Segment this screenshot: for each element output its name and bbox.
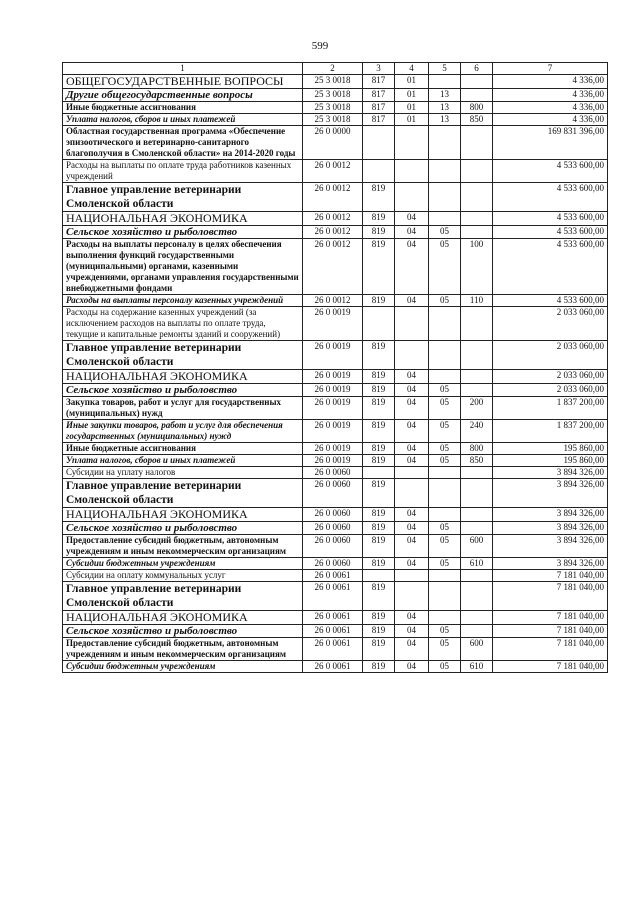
amount: 4 533 600,00 [493,239,608,295]
amount: 7 181 040,00 [493,661,608,673]
amount: 195 860,00 [493,443,608,455]
budget-table [62,62,608,673]
target-code: 26 0 0012 [303,226,363,239]
table-row [63,114,608,126]
table-row [63,661,608,673]
subsection-code: 05 [429,558,461,570]
section-code: 04 [395,508,429,522]
expense-type-code [461,370,493,384]
expense-type-code: 610 [461,661,493,673]
ministry-code: 819 [363,611,395,625]
ministry-code: 819 [363,479,395,508]
target-code: 26 0 0019 [303,307,363,341]
ministry-code: 817 [363,114,395,126]
amount: 4 533 600,00 [493,295,608,307]
subsection-code: 13 [429,102,461,114]
ministry-code: 819 [363,341,395,370]
section-code [395,126,429,160]
row-name: НАЦИОНАЛЬНАЯ ЭКОНОМИКА [63,370,303,384]
column-header: 3 [363,63,395,75]
expense-type-code: 850 [461,455,493,467]
row-name: НАЦИОНАЛЬНАЯ ЭКОНОМИКА [63,611,303,625]
subsection-code [429,570,461,582]
target-code: 26 0 0061 [303,570,363,582]
table-row [63,102,608,114]
table-row [63,582,608,611]
row-name: Субсидии на оплату коммунальных услуг [63,570,303,582]
section-code: 04 [395,522,429,535]
amount: 4 336,00 [493,89,608,102]
row-name: Иные бюджетные ассигнования [63,443,303,455]
table-row [63,384,608,397]
expense-type-code [461,126,493,160]
target-code: 26 0 0060 [303,558,363,570]
amount: 4 533 600,00 [493,160,608,183]
ministry-code: 819 [363,535,395,558]
ministry-code: 819 [363,212,395,226]
subsection-code [429,212,461,226]
table-row [63,611,608,625]
expense-type-code [461,226,493,239]
expense-type-code [461,307,493,341]
row-name: Другие общегосударственные вопросы [63,89,303,102]
section-code [395,582,429,611]
subsection-code: 05 [429,384,461,397]
ministry-code: 819 [363,661,395,673]
table-row [63,295,608,307]
amount: 1 837 200,00 [493,420,608,443]
amount: 3 894 326,00 [493,467,608,479]
column-header: 4 [395,63,429,75]
section-code [395,183,429,212]
section-code [395,160,429,183]
column-header: 1 [63,63,303,75]
target-code: 26 0 0061 [303,611,363,625]
ministry-code: 817 [363,89,395,102]
row-name: Расходы на выплаты по оплате труда работников казенных учреждений [63,160,303,183]
ministry-code: 819 [363,508,395,522]
ministry-code: 819 [363,183,395,212]
column-header: 2 [303,63,363,75]
table-row [63,341,608,370]
target-code: 26 0 0060 [303,467,363,479]
target-code: 26 0 0019 [303,370,363,384]
expense-type-code: 200 [461,397,493,420]
table-row [63,397,608,420]
table-row [63,558,608,570]
target-code: 26 0 0061 [303,625,363,638]
expense-type-code: 800 [461,443,493,455]
table-row [63,212,608,226]
target-code: 26 0 0061 [303,661,363,673]
table-row [63,638,608,661]
target-code: 26 0 0012 [303,239,363,295]
target-code: 26 0 0012 [303,212,363,226]
row-name: Уплата налогов, сборов и иных платежей [63,455,303,467]
subsection-code: 05 [429,638,461,661]
table-row [63,479,608,508]
ministry-code: 819 [363,370,395,384]
row-name: Главное управление ветеринарии Смоленской области [63,582,303,611]
section-code [395,479,429,508]
subsection-code [429,341,461,370]
subsection-code [429,479,461,508]
section-code: 01 [395,114,429,126]
amount: 4 533 600,00 [493,183,608,212]
section-code [395,307,429,341]
row-name: Расходы на содержание казенных учреждений (за исключением расходов на выплаты по оплате труда, текущие и капитальные ремонты зданий и сооружений) [63,307,303,341]
table-row [63,126,608,160]
expense-type-code [461,89,493,102]
row-name: Закупка товаров, работ и услуг для государственных (муниципальных) нужд [63,397,303,420]
table-row [63,75,608,89]
row-name: Предоставление субсидий бюджетным, автономным учреждениям и иным некоммерческим организациям [63,638,303,661]
row-name: Сельское хозяйство и рыболовство [63,384,303,397]
amount: 195 860,00 [493,455,608,467]
target-code: 25 3 0018 [303,75,363,89]
amount: 7 181 040,00 [493,570,608,582]
subsection-code [429,611,461,625]
table-row [63,570,608,582]
expense-type-code [461,341,493,370]
expense-type-code: 600 [461,638,493,661]
amount: 4 336,00 [493,114,608,126]
ministry-code: 819 [363,522,395,535]
section-code: 04 [395,420,429,443]
amount: 2 033 060,00 [493,370,608,384]
table-row [63,535,608,558]
subsection-code [429,370,461,384]
section-code: 04 [395,455,429,467]
ministry-code: 817 [363,102,395,114]
expense-type-code [461,384,493,397]
row-name: Главное управление ветеринарии Смоленской области [63,341,303,370]
target-code: 26 0 0019 [303,443,363,455]
amount: 4 336,00 [493,75,608,89]
amount: 7 181 040,00 [493,582,608,611]
ministry-code: 819 [363,558,395,570]
amount: 2 033 060,00 [493,384,608,397]
table-row [63,89,608,102]
row-name: Сельское хозяйство и рыболовство [63,625,303,638]
expense-type-code [461,479,493,508]
subsection-code [429,467,461,479]
amount: 4 533 600,00 [493,226,608,239]
expense-type-code: 850 [461,114,493,126]
table-row [63,160,608,183]
section-code [395,341,429,370]
section-code: 04 [395,295,429,307]
target-code: 25 3 0018 [303,89,363,102]
ministry-code: 817 [363,75,395,89]
section-code: 04 [395,370,429,384]
row-name: Иные бюджетные ассигнования [63,102,303,114]
section-code [395,467,429,479]
table-row [63,307,608,341]
target-code: 26 0 0019 [303,341,363,370]
amount: 4 533 600,00 [493,212,608,226]
row-name: Расходы на выплаты персоналу казенных учреждений [63,295,303,307]
section-code: 04 [395,397,429,420]
row-name: Субсидии на уплату налогов [63,467,303,479]
expense-type-code [461,570,493,582]
subsection-code: 05 [429,226,461,239]
expense-type-code: 610 [461,558,493,570]
ministry-code [363,467,395,479]
target-code: 25 3 0018 [303,102,363,114]
section-code: 04 [395,226,429,239]
expense-type-code [461,160,493,183]
row-name: Расходы на выплаты персоналу в целях обеспечения выполнения функций государственными (муниципальными) органами, казенными учреждениями, органами управления государственными внебюджетными фондами [63,239,303,295]
column-header: 6 [461,63,493,75]
page-number: 599 [311,40,329,52]
expense-type-code [461,522,493,535]
target-code: 26 0 0060 [303,508,363,522]
expense-type-code [461,508,493,522]
amount: 2 033 060,00 [493,307,608,341]
subsection-code: 13 [429,114,461,126]
section-code: 04 [395,212,429,226]
expense-type-code: 110 [461,295,493,307]
ministry-code: 819 [363,420,395,443]
ministry-code: 819 [363,397,395,420]
ministry-code: 819 [363,226,395,239]
expense-type-code: 600 [461,535,493,558]
target-code: 26 0 0061 [303,582,363,611]
section-code: 01 [395,75,429,89]
ministry-code [363,160,395,183]
table-row [63,522,608,535]
row-name: Уплата налогов, сборов и иных платежей [63,114,303,126]
subsection-code: 13 [429,89,461,102]
subsection-code [429,183,461,212]
ministry-code [363,126,395,160]
section-code: 04 [395,384,429,397]
section-code: 04 [395,611,429,625]
expense-type-code [461,611,493,625]
target-code: 26 0 0012 [303,295,363,307]
table-row [63,467,608,479]
expense-type-code [461,75,493,89]
subsection-code [429,582,461,611]
expense-type-code: 240 [461,420,493,443]
subsection-code [429,126,461,160]
target-code: 26 0 0060 [303,535,363,558]
section-code: 01 [395,89,429,102]
target-code: 26 0 0012 [303,183,363,212]
subsection-code: 05 [429,455,461,467]
expense-type-code [461,582,493,611]
row-name: Сельское хозяйство и рыболовство [63,522,303,535]
target-code: 26 0 0000 [303,126,363,160]
row-name: Субсидии бюджетным учреждениям [63,661,303,673]
amount: 3 894 326,00 [493,558,608,570]
subsection-code [429,75,461,89]
ministry-code: 819 [363,638,395,661]
ministry-code: 819 [363,455,395,467]
expense-type-code: 100 [461,239,493,295]
amount: 3 894 326,00 [493,535,608,558]
subsection-code: 05 [429,535,461,558]
section-code: 04 [395,661,429,673]
subsection-code: 05 [429,443,461,455]
table-row [63,443,608,455]
amount: 3 894 326,00 [493,508,608,522]
amount: 7 181 040,00 [493,611,608,625]
ministry-code: 819 [363,582,395,611]
subsection-code: 05 [429,397,461,420]
ministry-code: 819 [363,295,395,307]
expense-type-code [461,467,493,479]
target-code: 25 3 0018 [303,114,363,126]
target-code: 26 0 0019 [303,420,363,443]
amount: 3 894 326,00 [493,479,608,508]
ministry-code [363,307,395,341]
table-row [63,508,608,522]
amount: 7 181 040,00 [493,625,608,638]
column-header: 5 [429,63,461,75]
table-row [63,370,608,384]
subsection-code: 05 [429,522,461,535]
target-code: 26 0 0012 [303,160,363,183]
ministry-code: 819 [363,384,395,397]
expense-type-code: 800 [461,102,493,114]
target-code: 26 0 0019 [303,384,363,397]
section-code: 04 [395,625,429,638]
target-code: 26 0 0060 [303,479,363,508]
ministry-code: 819 [363,239,395,295]
table-row [63,183,608,212]
column-header: 7 [493,63,608,75]
target-code: 26 0 0019 [303,397,363,420]
section-code: 01 [395,102,429,114]
subsection-code: 05 [429,625,461,638]
table-row [63,455,608,467]
row-name: Сельское хозяйство и рыболовство [63,226,303,239]
section-code [395,570,429,582]
section-code: 04 [395,638,429,661]
subsection-code: 05 [429,661,461,673]
row-name: Иные закупки товаров, работ и услуг для обеспечения государственных (муниципальных) нужд [63,420,303,443]
table-row [63,226,608,239]
section-code: 04 [395,535,429,558]
subsection-code: 05 [429,295,461,307]
target-code: 26 0 0019 [303,455,363,467]
amount: 1 837 200,00 [493,397,608,420]
target-code: 26 0 0060 [303,522,363,535]
row-name: НАЦИОНАЛЬНАЯ ЭКОНОМИКА [63,508,303,522]
amount: 169 831 396,00 [493,126,608,160]
row-name: Предоставление субсидий бюджетным, автономным учреждениям и иным некоммерческим организациям [63,535,303,558]
expense-type-code [461,183,493,212]
subsection-code: 05 [429,420,461,443]
ministry-code [363,570,395,582]
table-row [63,625,608,638]
table-row [63,420,608,443]
subsection-code [429,307,461,341]
row-name: Областная государственная программа «Обеспечение эпизоотического и ветеринарно-санитарного благополучия в Смоленской области» на 2014-2020 годы [63,126,303,160]
row-name: Главное управление ветеринарии Смоленской области [63,479,303,508]
amount: 7 181 040,00 [493,638,608,661]
row-name: ОБЩЕГОСУДАРСТВЕННЫЕ ВОПРОСЫ [63,75,303,89]
row-name: НАЦИОНАЛЬНАЯ ЭКОНОМИКА [63,212,303,226]
section-code: 04 [395,239,429,295]
row-name: Субсидии бюджетным учреждениям [63,558,303,570]
amount: 4 336,00 [493,102,608,114]
subsection-code: 05 [429,239,461,295]
subsection-code [429,160,461,183]
section-code: 04 [395,558,429,570]
subsection-code [429,508,461,522]
ministry-code: 819 [363,625,395,638]
row-name: Главное управление ветеринарии Смоленской области [63,183,303,212]
amount: 2 033 060,00 [493,341,608,370]
table-row [63,239,608,295]
ministry-code: 819 [363,443,395,455]
section-code: 04 [395,443,429,455]
target-code: 26 0 0061 [303,638,363,661]
table-header-row [63,63,608,75]
expense-type-code [461,625,493,638]
amount: 3 894 326,00 [493,522,608,535]
expense-type-code [461,212,493,226]
